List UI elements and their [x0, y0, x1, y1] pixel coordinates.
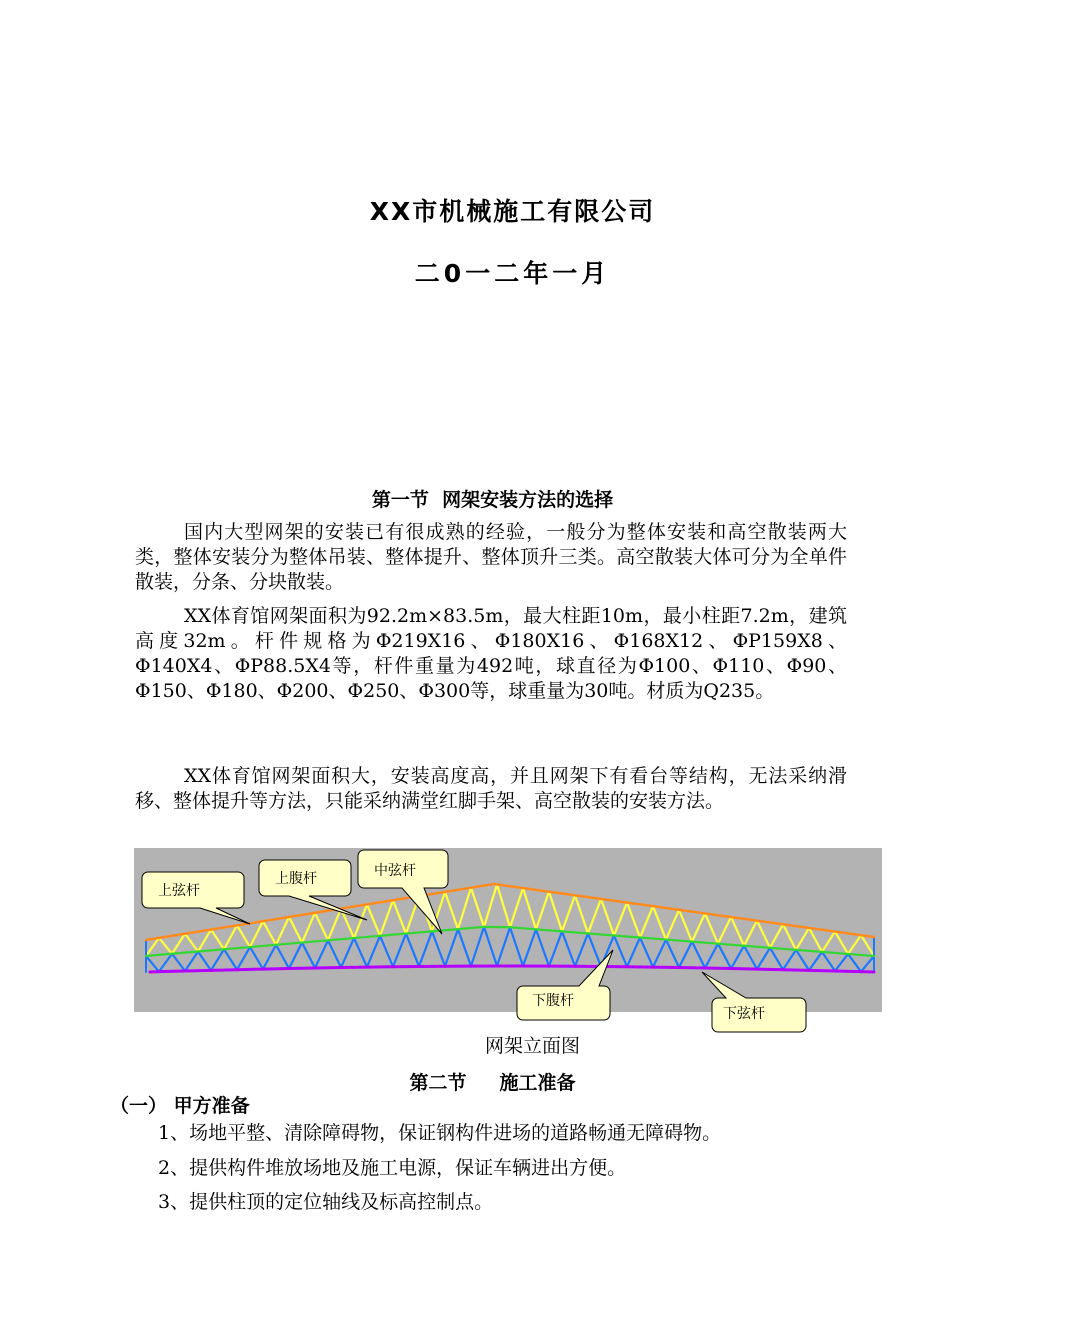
section2-subheading: （一） 甲方准备 [110, 1095, 250, 1117]
bottom-chord-segment [809, 970, 835, 971]
document-date: 二0一二年一月 [414, 259, 611, 288]
bottom-chord-segment [835, 971, 861, 972]
section1-heading: 第一节 网架安装方法的选择 [371, 489, 614, 511]
figure-caption: 网架立面图 [484, 1035, 580, 1057]
bottom-chord-segment [705, 968, 731, 969]
preparation-item-2: 2、提供构件堆放场地及施工电源，保证车辆进出方便。 [158, 1157, 627, 1179]
bottom-chord-segment [185, 970, 211, 971]
bottom-chord-segment [731, 969, 757, 970]
label-middle-chord: 中弦杆 [374, 863, 416, 879]
bottom-chord-segment [263, 969, 289, 970]
truss-elevation-figure [134, 848, 882, 1022]
section1-paragraph-2: XX体育馆网架面积为92.2m×83.5m，最大柱距10m，最小柱距7.2m，建筑高度32m。杆件规格为Φ219X16、Φ180X16、Φ168X12、ΦP159X8、Φ140X4、ΦP88.5X4等，杆件重量为492吨，球直径为Φ100、Φ110、Φ90、Φ150、Φ180、Φ200、Φ250、Φ300等，球重量为30吨。材质为Q235。 [135, 605, 847, 702]
bottom-chord-segment [211, 970, 237, 971]
label-lower-web: 下腹杆 [532, 993, 574, 1009]
truss-diagram [134, 848, 882, 1022]
bottom-chord-segment [289, 968, 315, 969]
label-upper-web: 上腹杆 [275, 871, 317, 887]
bottom-chord-segment [783, 970, 809, 971]
section2-heading: 第二节 施工准备 [409, 1072, 576, 1094]
bottom-chord-segment [237, 969, 263, 970]
bottom-chord-segment [159, 971, 185, 972]
preparation-item-1: 1、场地平整、清除障碍物，保证钢构件进场的道路畅通无障碍物。 [158, 1122, 722, 1144]
company-name: XX市机械施工有限公司 [369, 197, 656, 226]
bottom-chord-segment [757, 969, 783, 970]
label-bottom-chord: 下弦杆 [723, 1006, 765, 1022]
section1-paragraph-1: 国内大型网架的安装已有很成熟的经验，一般分为整体安装和高空散装两大类，整体安装分为整体吊装、整体提升、整体顶升三类。高空散装大体可分为全单件散装，分条、分块散装。 [135, 521, 847, 593]
preparation-item-3: 3、提供柱顶的定位轴线及标高控制点。 [158, 1191, 494, 1213]
label-top-chord: 上弦杆 [158, 883, 200, 899]
section1-paragraph-3: XX体育馆网架面积大，安装高度高，并且网架下有看台等结构，无法采纳滑移、整体提升等方法，只能采纳满堂红脚手架、高空散装的安装方法。 [135, 765, 847, 812]
